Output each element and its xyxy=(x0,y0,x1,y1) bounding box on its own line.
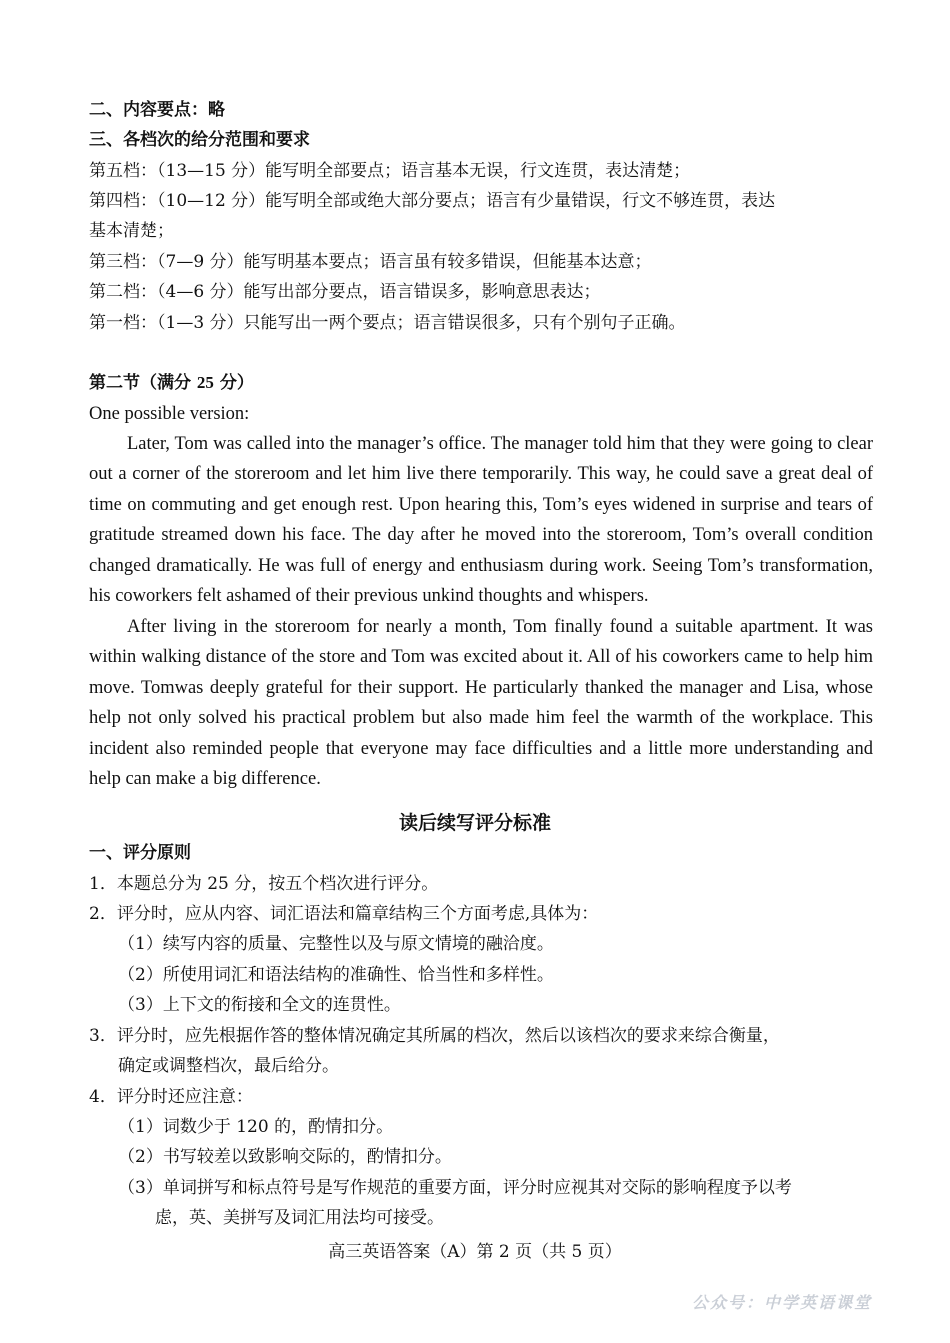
sample-paragraph-1: Later, Tom was called into the manager’s office. The manager told him that they were going to clear out a corner of the storeroom and let him live there temporarily. This way, he could save a great deal of time on commuting and get enough rest. Upon hearing this, Tom’s eyes widened in surprise and tears of gratitude streamed down his face. The day after he moved into the storeroom, Tom’s overall condition changed dramatically. He was full of energy and enthusiasm during work. Seeing Tom’s transformation, his coworkers felt ashamed of their previous unkind thoughts and whispers. xyxy=(89,434,873,607)
principle-2: 2．评分时，应从内容、词汇语法和篇章结构三个方面考虑,具体为： xyxy=(89,904,599,924)
level-2-text: 第二档：（4—6 分）能写出部分要点，语言错误多，影响意思表达； xyxy=(89,282,601,302)
heading-content-points: 二、内容要点：略 xyxy=(89,100,225,120)
sample-intro: One possible version: xyxy=(89,404,250,424)
level-5-text: 第五档：（13—15 分）能写明全部要点；语言基本无误，行文连贯，表达清楚； xyxy=(89,161,691,181)
principle-2-sub-1: （1）续写内容的质量、完整性以及与原文情境的融洽度。 xyxy=(118,934,554,954)
part2-heading-prefix: 第二节（满分 xyxy=(89,373,197,393)
level-4-text-line1: 第四档：（10—12 分）能写明全部或绝大部分要点；语言有少量错误，行文不够连贯，表达 xyxy=(89,191,776,211)
principle-2-sub-2: （2）所使用词汇和语法结构的准确性、恰当性和多样性。 xyxy=(118,965,554,985)
principle-4-sub-1: （1）词数少于 120 的，酌情扣分。 xyxy=(118,1117,394,1137)
part2-heading-suffix: 分） xyxy=(213,373,254,393)
part2-heading xyxy=(89,368,873,398)
principle-3-line1: 3．评分时，应先根据作答的整体情况确定其所属的档次，然后以该档次的要求来综合衡量， xyxy=(89,1026,780,1046)
sample-paragraph-2: After living in the storeroom for nearly a month, Tom finally found a suitable apartment. It was within walking distance of the store and Tom was excited about it. All of his coworkers came to help him move. Tomwas deeply grateful for their support. He particularly thanked the manager and Lisa, whose help not only solved his practical problem but also made him feel the warmth of the workplace. This incident also reminded people that everyone may face difficulties and a little more understanding and help can make a big difference. xyxy=(89,617,873,790)
principle-2-sub-3: （3）上下文的衔接和全文的连贯性。 xyxy=(118,995,401,1015)
principle-4-sub-3-line2: 虑，英、美拼写及词汇用法均可接受。 xyxy=(155,1208,444,1228)
principle-4-sub-2: （2）书写较差以致影响交际的，酌情扣分。 xyxy=(118,1147,452,1167)
standards-title: 读后续写评分标准 xyxy=(398,812,551,834)
watermark: 公众号：中学英语课堂 xyxy=(691,1293,872,1312)
principle-4-sub-3-line1: （3）单词拼写和标点符号是写作规范的重要方面，评分时应视其对交际的影响程度予以考 xyxy=(118,1178,792,1198)
principle-4: 4．评分时还应注意： xyxy=(89,1087,253,1107)
heading-principles: 一、评分原则 xyxy=(89,843,191,863)
heading-score-levels: 三、各档次的给分范围和要求 xyxy=(89,130,310,150)
principle-1: 1．本题总分为 25 分，按五个档次进行评分。 xyxy=(89,874,439,894)
part2-heading-score: 25 xyxy=(196,373,214,392)
level-3-text: 第三档：（7—9 分）能写明基本要点；语言虽有较多错误，但能基本达意； xyxy=(89,252,652,272)
level-1-text: 第一档：（1—3 分）只能写出一两个要点；语言错误很多，只有个别句子正确。 xyxy=(89,313,686,333)
principle-3-line2: 确定或调整档次，最后给分。 xyxy=(118,1056,339,1076)
page-footer: 高三英语答案（A）第 2 页（共 5 页） xyxy=(328,1242,622,1262)
level-4-text-line2: 基本清楚； xyxy=(89,221,174,241)
